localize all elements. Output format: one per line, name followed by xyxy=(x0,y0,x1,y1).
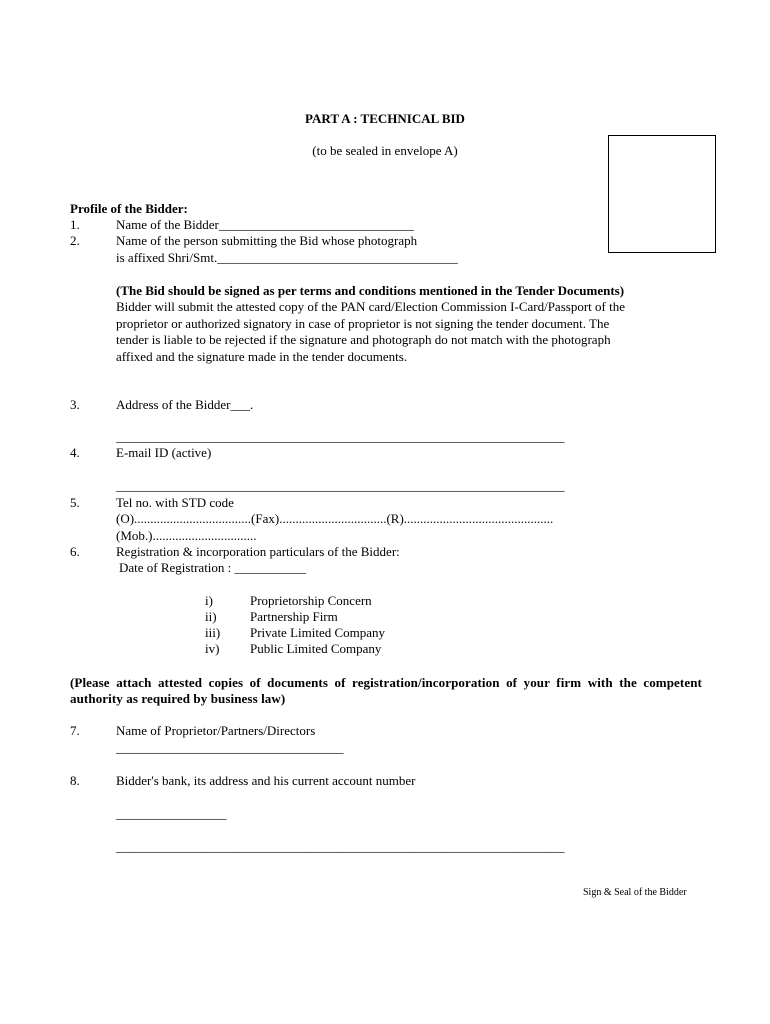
option-partnership[interactable]: Partnership Firm xyxy=(250,609,338,624)
option-private-limited[interactable]: Private Limited Company xyxy=(250,625,386,640)
item-number: 1. xyxy=(70,217,80,232)
registration-label: Registration & incorporation particulars of the Bidder: xyxy=(116,544,400,559)
item-number: 7. xyxy=(70,723,80,738)
page-title: PART A : TECHNICAL BID xyxy=(305,111,465,126)
item-number: 3. xyxy=(70,397,80,412)
option-roman: iv) xyxy=(205,641,220,656)
instructions-bold: (The Bid should be signed as per terms and conditions mentioned in the Tender Documents) xyxy=(116,283,625,298)
item-number: 4. xyxy=(70,445,80,460)
photograph-box[interactable] xyxy=(608,135,716,253)
address-label: Address of the Bidder___. xyxy=(116,397,254,412)
option-roman: i) xyxy=(205,593,213,608)
item-number: 5. xyxy=(70,495,80,510)
proprietor-field[interactable]: ___________________________________ xyxy=(116,740,344,755)
option-public-limited[interactable]: Public Limited Company xyxy=(250,641,382,656)
address-field[interactable]: _____________________________________________________________________ xyxy=(116,429,565,444)
item-number: 8. xyxy=(70,773,80,788)
instructions-paragraph xyxy=(116,283,636,365)
signature-label: Sign & Seal of the Bidder xyxy=(583,887,687,898)
email-label: E-mail ID (active) xyxy=(116,445,212,460)
proprietor-label: Name of Proprietor/Partners/Directors xyxy=(116,723,316,738)
mobile-field[interactable]: (Mob.)................................ xyxy=(116,528,257,543)
option-roman: iii) xyxy=(205,625,221,640)
option-roman: ii) xyxy=(205,609,217,624)
submitter-name-field[interactable]: is affixed Shri/Smt._____________________________________ xyxy=(116,250,458,265)
email-field[interactable]: _____________________________________________________________________ xyxy=(116,478,565,493)
bidder-name-field[interactable]: Name of the Bidder______________________________ xyxy=(116,217,414,232)
attachment-note: (Please attach attested copies of documents of registration/incorporation of your firm with the competent authority as required by business law) xyxy=(70,675,702,707)
tel-label: Tel no. with STD code xyxy=(116,495,234,510)
page-subtitle: (to be sealed in envelope A) xyxy=(312,143,458,158)
instructions-text: Bidder will submit the attested copy of the PAN card/Election Commission I-Card/Passport of the proprietor or authorized signatory in case of proprietor is not signing the tender document. The tender is liable to be rejected if the signature and photograph do not match with the photograph affixed and the signature made in the tender documents. xyxy=(116,299,625,364)
bank-field-long[interactable]: _____________________________________________________________________ xyxy=(116,839,565,854)
bank-field-short[interactable]: _________________ xyxy=(116,806,227,821)
profile-heading: Profile of the Bidder: xyxy=(70,201,188,216)
bank-label: Bidder's bank, its address and his current account number xyxy=(116,773,416,788)
option-proprietorship[interactable]: Proprietorship Concern xyxy=(250,593,372,608)
tel-fields[interactable]: (O)....................................(Fax).................................(R).............................................. xyxy=(116,511,554,526)
item-number: 6. xyxy=(70,544,80,559)
submitter-label: Name of the person submitting the Bid whose photograph xyxy=(116,233,418,248)
item-number: 2. xyxy=(70,233,80,248)
registration-date-field[interactable]: Date of Registration : ___________ xyxy=(119,560,307,575)
